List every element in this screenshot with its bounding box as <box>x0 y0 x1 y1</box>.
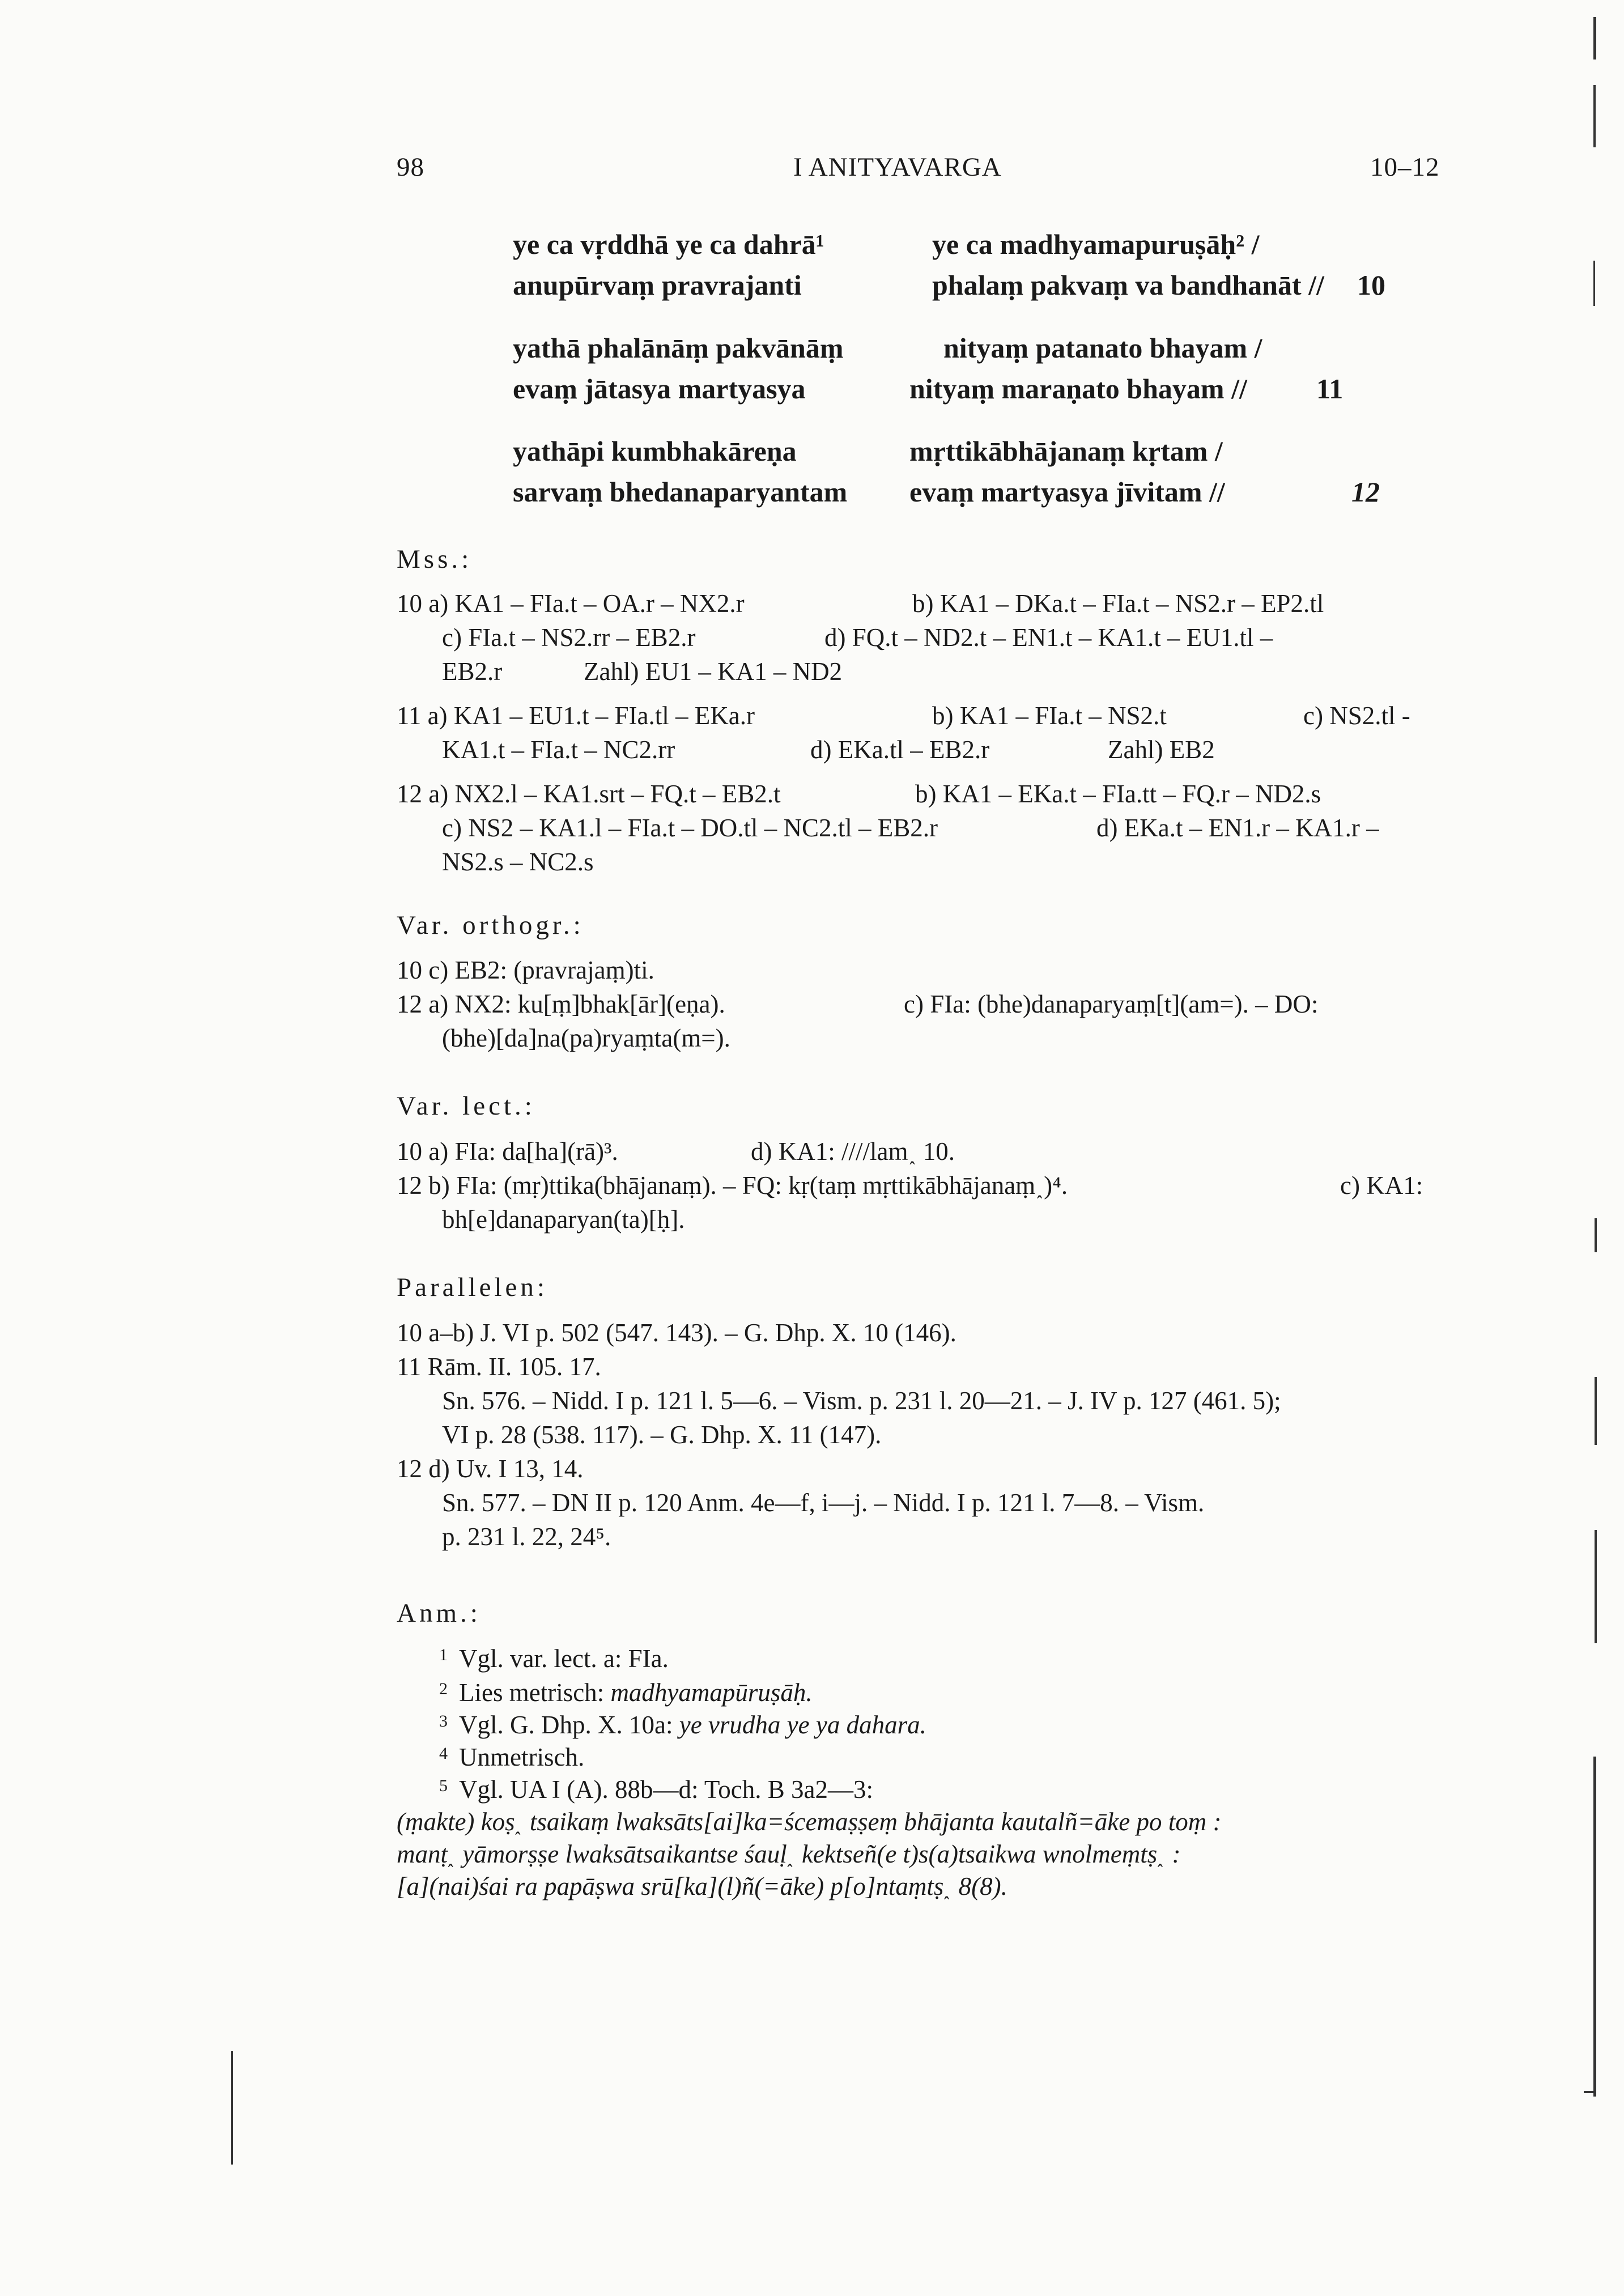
verse-line: nityaṃ maraṇato bhayam // <box>909 373 1247 405</box>
tocharian-line: [a](nai)śai ra papāṣwa srū[ka](l)ñ(=āke) p[o]ntaṃtṣ˰ 8(8). <box>397 1872 1007 1900</box>
scan-artifact <box>1593 85 1596 147</box>
var-orthogr-line: (bhe)[da]na(pa)ryaṃta(m=). <box>442 1024 730 1052</box>
var-lect-heading: Var. lect.: <box>397 1091 535 1121</box>
page-number: 98 <box>397 152 424 182</box>
footnote-text: Unmetrisch. <box>459 1743 585 1771</box>
scan-artifact <box>1595 1377 1597 1445</box>
verse-line: ye ca madhyamapuruṣāḥ² / <box>932 228 1260 260</box>
scan-artifact <box>1595 1530 1597 1643</box>
verse-number: 12 <box>1351 476 1380 508</box>
mss-line: Zahl) EB2 <box>1108 735 1215 764</box>
verse-line: ye ca vṛddhā ye ca dahrā¹ <box>513 228 824 260</box>
verse-line: nityaṃ patanato bhayam / <box>943 332 1262 364</box>
var-lect-line: c) KA1: <box>1340 1171 1423 1200</box>
verse-line: phalaṃ pakvaṃ va bandhanāt // <box>932 269 1324 301</box>
footnote-text: Vgl. var. lect. a: FIa. <box>459 1644 669 1673</box>
mss-line: b) KA1 – DKa.t – FIa.t – NS2.r – EP2.tl <box>912 589 1324 618</box>
parallel-line: Sn. 577. – DN II p. 120 Anm. 4e—f, i—j. – Nidd. I p. 121 l. 7—8. – Vism. <box>442 1489 1205 1517</box>
var-orthogr-heading: Var. orthogr.: <box>397 911 584 940</box>
footnote-text: Vgl. UA I (A). 88b—d: Toch. B 3a2—3: <box>459 1775 873 1804</box>
parallel-line: 12 d) Uv. I 13, 14. <box>397 1455 584 1483</box>
verse-number: 11 <box>1316 373 1344 405</box>
mss-heading: Mss.: <box>397 545 473 574</box>
mss-line: NS2.s – NC2.s <box>442 848 594 876</box>
scan-artifact <box>1593 261 1595 306</box>
footnote-italic: ye vrudha ye ya dahara. <box>679 1711 926 1739</box>
scan-artifact <box>1593 17 1596 59</box>
footnote-italic: madhyamapūruṣāḥ. <box>610 1678 813 1707</box>
scan-artifact <box>1595 1218 1597 1252</box>
verse-line: sarvaṃ bhedanaparyantam <box>513 476 848 508</box>
anm-heading: Anm.: <box>397 1598 481 1628</box>
mss-line: EB2.r <box>442 657 503 686</box>
parallel-line: Sn. 576. – Nidd. I p. 121 l. 5—6. – Vism. p. 231 l. 20—21. – J. IV p. 127 (461. 5); <box>442 1387 1281 1415</box>
verse-line: evaṃ jātasya martyasya <box>513 373 806 405</box>
mss-line: 12 a) NX2.l – KA1.srt – FQ.t – EB2.t <box>397 780 781 808</box>
parallel-line: 10 a–b) J. VI p. 502 (547. 143). – G. Dhp. X. 10 (146). <box>397 1319 956 1347</box>
footnote-number: 2 <box>439 1680 448 1698</box>
mss-line: c) FIa.t – NS2.rr – EB2.r <box>442 623 696 652</box>
tocharian-line: (ṃakte) koṣ˰ tsaikaṃ lwaksāts[ai]ka=ścemaṣṣeṃ bhājanta kautalñ=āke po toṃ : <box>397 1808 1222 1836</box>
var-lect-line: 10 a) FIa: da[ha](rā)³. <box>397 1137 618 1166</box>
mss-line: d) FQ.t – ND2.t – EN1.t – KA1.t – EU1.tl – <box>824 623 1273 652</box>
var-orthogr-line: c) FIa: (bhe)danaparyaṃ[t](am=). – DO: <box>904 990 1319 1018</box>
footnote-number: 5 <box>439 1776 448 1795</box>
mss-line: d) EKa.tl – EB2.r <box>810 735 990 764</box>
parallel-line: VI p. 28 (538. 117). – G. Dhp. X. 11 (147). <box>442 1421 882 1449</box>
tocharian-line: manṭ˰ yāmorṣṣe lwaksātsaikantse śauḷ˰ kektseñ(e t)s(a)tsaikwa wnolmeṃtṣ˰ : <box>397 1840 1181 1868</box>
footnote-text: Vgl. G. Dhp. X. 10a: <box>459 1711 679 1739</box>
footnote-text: Lies metrisch: <box>459 1678 611 1707</box>
mss-line: 10 a) KA1 – FIa.t – OA.r – NX2.r <box>397 589 745 618</box>
mss-line: c) NS2 – KA1.l – FIa.t – DO.tl – NC2.tl – EB2.r <box>442 814 938 842</box>
mss-line: c) NS2.tl - <box>1303 701 1410 730</box>
verse-number: 10 <box>1357 269 1385 301</box>
parallel-line: 11 Rām. II. 105. 17. <box>397 1353 601 1381</box>
verse-range: 10–12 <box>1370 152 1440 182</box>
var-lect-line: bh[e]danaparyan(ta)[ḥ]. <box>442 1205 685 1234</box>
mss-line: Zahl) EU1 – KA1 – ND2 <box>584 657 843 686</box>
verse-line: evaṃ martyasya jīvitam // <box>909 476 1225 508</box>
verse-line: yathā phalānāṃ pakvānāṃ <box>513 332 844 364</box>
mss-line: b) KA1 – FIa.t – NS2.t <box>932 701 1167 730</box>
verse-line: yathāpi kumbhakāreṇa <box>513 435 797 467</box>
footnote-number: 1 <box>439 1646 448 1664</box>
scan-artifact <box>1593 1757 1596 2097</box>
parallelen-heading: Parallelen: <box>397 1273 548 1302</box>
var-lect-line: 12 b) FIa: (mṛ)ttika(bhājanaṃ). – FQ: kṛ(taṃ mṛttikābhājanaṃ˰)⁴. <box>397 1171 1068 1200</box>
verse-line: anupūrvaṃ pravrajanti <box>513 269 802 301</box>
scan-artifact <box>1584 2091 1595 2093</box>
verse-line: mṛttikābhājanaṃ kṛtam / <box>909 435 1223 467</box>
chapter-title: I ANITYAVARGA <box>793 152 1002 182</box>
parallel-line: p. 231 l. 22, 24⁵. <box>442 1523 611 1551</box>
var-orthogr-line: 12 a) NX2: ku[ṃ]bhak[ār](eṇa). <box>397 990 725 1018</box>
var-lect-line: d) KA1: ////lam˰ 10. <box>751 1137 955 1166</box>
var-orthogr-line: 10 c) EB2: (pravrajaṃ)ti. <box>397 956 654 984</box>
footnote-number: 4 <box>439 1744 448 1763</box>
footnote-number: 3 <box>439 1712 448 1730</box>
mss-line: b) KA1 – EKa.t – FIa.tt – FQ.r – ND2.s <box>915 780 1321 808</box>
scan-artifact <box>231 2051 233 2165</box>
mss-line: d) EKa.t – EN1.r – KA1.r – <box>1096 814 1379 842</box>
mss-line: 11 a) KA1 – EU1.t – FIa.tl – EKa.r <box>397 701 755 730</box>
mss-line: KA1.t – FIa.t – NC2.rr <box>442 735 675 764</box>
